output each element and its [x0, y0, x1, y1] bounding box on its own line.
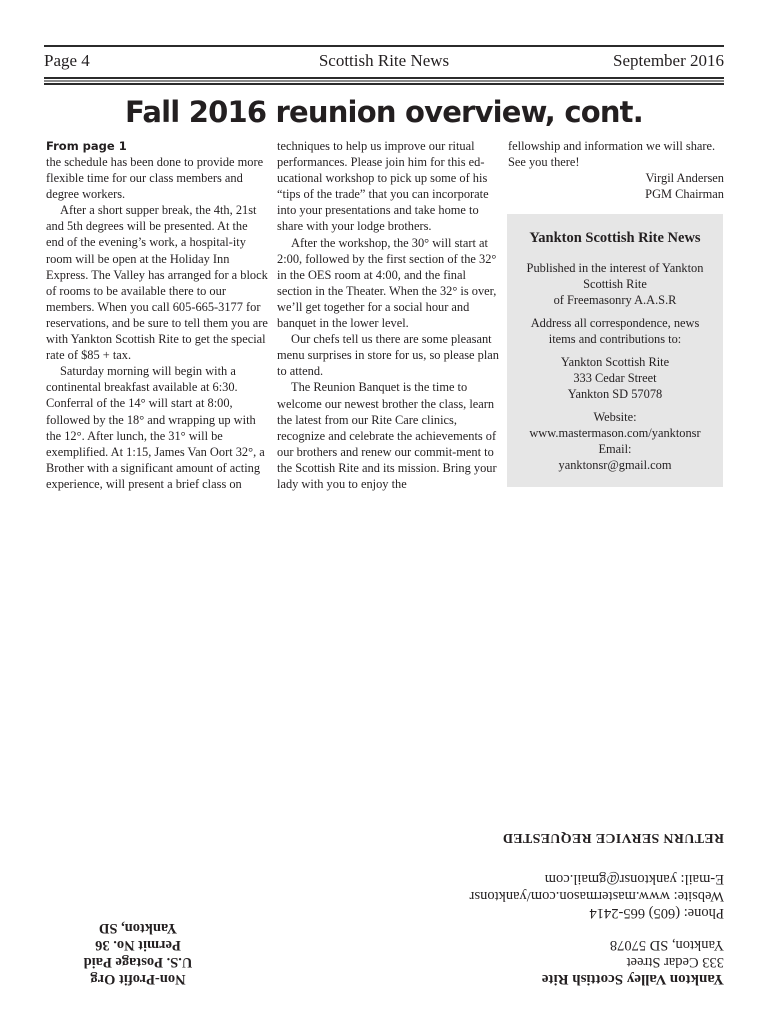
return-service-requested: RETURN SERVICE REQUESTED	[502, 830, 724, 845]
masthead-info-box	[507, 214, 723, 487]
mailing-address	[507, 354, 723, 402]
paragraph: After the workshop, the 30° will start at 2:00, followed by the first section of the 32° in the OES room at 4:00, and the final section in the Theater. When the 32° is over, we’ll get together for a social hour and banquet in the lower level.	[277, 235, 497, 331]
contact-info	[507, 409, 723, 473]
publication-name: Scottish Rite News	[318, 51, 450, 70]
address-intro-line: Address all correspondence, news	[530, 316, 700, 330]
return-address-street: 333 Cedar Street	[626, 954, 724, 970]
indicia-line: Permit No. 36	[95, 937, 181, 953]
running-header	[44, 51, 724, 73]
paragraph: The Reunion Banquet is the time to welcome our newest brother the class, learn the latest from our Rite Care clinics, recognize and celebrate the achievements of our brothers and renew our commit-ment to the Scottish Rite and its mission. Bring your lady with you to enjoy the	[277, 380, 497, 491]
page-number: Page 4	[44, 51, 90, 70]
signature-name: Virgil Andersen	[645, 171, 724, 186]
paragraph: fellowship and information we will share. See you there!	[508, 139, 716, 170]
paragraph: Saturday morning will begin with a continental breakfast available at 6:30. Conferral of the 14° will start at 8:00, followed by the 18° and wrapping up with the 12°. After lunch, the 31° will be exemplified. At 1:15, James Van Oort 32°, a Brother with a significant amount of acting experience, will present a brief class on	[46, 364, 265, 491]
published-line: Published in the interest of Yankton	[526, 261, 704, 275]
return-address	[470, 829, 724, 987]
header-double-rule	[44, 77, 724, 86]
published-statement	[507, 260, 723, 308]
signature-title: PGM Chairman	[645, 187, 724, 202]
indicia-line: Non-Profit Org	[90, 971, 186, 987]
postage-indicia	[48, 919, 228, 987]
paragraph: techniques to help us improve our ritual performances. Please join him for this ed-ucational workshop to pick up some of his “tips of the trade” that you can incorporate into your presentations and take home to share with your lodge brothers.	[277, 139, 489, 234]
indicia-line: Yankton, SD	[98, 920, 178, 936]
published-line: Scottish Rite	[583, 277, 647, 291]
paragraph: After a short supper break, the 4th, 21st and 5th degrees will be presented. At the end of the evening’s work, a hospital-ity room will be open at the Holiday Inn Express. The Valley has arranged for a block of rooms to be available there to our members. When you call 605-665-3177 for reservations, and be sure to tell them you are with Yankton Scottish Rite to get the special rate of $85 + tax.	[46, 203, 268, 363]
indicia-line: U.S. Postage Paid	[83, 954, 193, 970]
email-link[interactable]: yanktonsr@gmail.com	[558, 458, 672, 472]
paragraph: the schedule has been done to provide more flexible time for our class members and degree workers.	[46, 155, 264, 202]
continued-from-label: From page 1	[46, 139, 127, 153]
article-column-1	[46, 138, 268, 492]
website-link[interactable]: www.mastermason.com/yanktonsr	[529, 426, 701, 440]
issue-date: September 2016	[613, 51, 724, 70]
address-city: Yankton SD 57078	[567, 387, 663, 401]
return-website: Website: www.mastermason.com/yanktonsr	[469, 888, 724, 904]
return-address-name: Yankton Valley Scottish Rite	[541, 971, 724, 987]
paragraph: Our chefs tell us there are some pleasant menu surprises in store for us, so please plan to attend.	[277, 332, 499, 379]
article-column-2	[277, 138, 499, 492]
published-line: of Freemasonry A.A.S.R	[553, 293, 677, 307]
email-label: Email:	[598, 442, 632, 456]
article-column-3	[508, 138, 724, 202]
website-label: Website:	[593, 410, 637, 424]
address-intro-line: items and contributions to:	[548, 332, 682, 346]
return-phone: Phone: (605) 665-2414	[589, 905, 724, 921]
header-top-rule	[44, 45, 724, 47]
address-intro	[507, 315, 723, 347]
info-box-title: Yankton Scottish Rite News	[529, 230, 701, 246]
article-title: Fall 2016 reunion overview, cont.	[125, 95, 643, 129]
address-org: Yankton Scottish Rite	[560, 355, 670, 369]
return-address-city: Yankton, SD 57078	[609, 937, 724, 953]
return-email: E-mail: yanktonsr@gmail.com	[544, 871, 724, 887]
address-street: 333 Cedar Street	[573, 371, 657, 385]
